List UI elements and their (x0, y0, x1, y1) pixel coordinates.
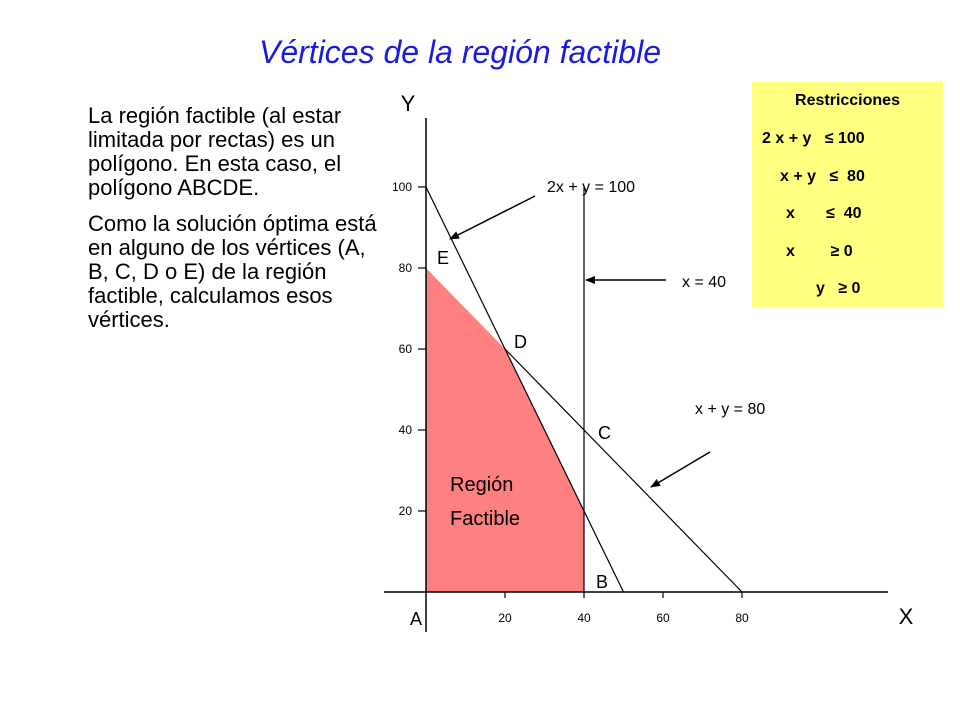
restriction-row-4: x ≥ 0 (786, 243, 853, 260)
line-label-x-40: x = 40 (682, 274, 727, 291)
restriction-row-1: 2 x + y ≤ 100 (762, 130, 865, 147)
vertex-label-e: E (437, 248, 450, 268)
y-tick-label: 100 (391, 180, 412, 194)
y-tick-label: 20 (398, 504, 412, 518)
page-title: Vértices de la región factible (259, 34, 661, 70)
vertex-label-d: D (514, 332, 527, 352)
x-tick-label: 80 (735, 611, 749, 625)
restriction-row-3: x ≤ 40 (786, 205, 862, 222)
restrictions-header: Restricciones (795, 92, 900, 109)
restriction-row-5: y ≥ 0 (816, 280, 861, 297)
vertex-label-c: C (598, 423, 611, 443)
vertex-label-b: B (596, 572, 609, 592)
feasible-region (426, 268, 584, 592)
vertex-label-a: A (410, 609, 423, 629)
arrow-to-line-2x-y-100 (450, 196, 535, 239)
x-axis-label: X (898, 604, 914, 629)
region-label-line-1: Región (450, 474, 514, 496)
paragraph-2: Como la solución óptima está en alguno de los vértices (A, B, C, D o E) de la región factible, calculamos esos vértices. (88, 211, 377, 332)
line-label-x-y-80: x + y = 80 (695, 401, 766, 418)
y-tick-label: 80 (398, 261, 412, 275)
x-tick-label: 40 (577, 611, 591, 625)
paragraph-1: La región factible (al estar limitada por rectas) es un polígono. En esta caso, el polígono ABCDE. (88, 103, 342, 200)
x-tick-label: 60 (656, 611, 670, 625)
region-label-line-2: Factible (450, 508, 521, 530)
x-tick-label: 20 (498, 611, 512, 625)
y-tick-label: 60 (398, 342, 412, 356)
restriction-row-2: x + y ≤ 80 (780, 168, 865, 185)
y-tick-label: 40 (398, 423, 412, 437)
arrow-to-line-x-y-80 (651, 452, 710, 487)
y-axis-label: Y (400, 91, 416, 116)
line-label-2x-y-100: 2x + y = 100 (547, 179, 636, 196)
